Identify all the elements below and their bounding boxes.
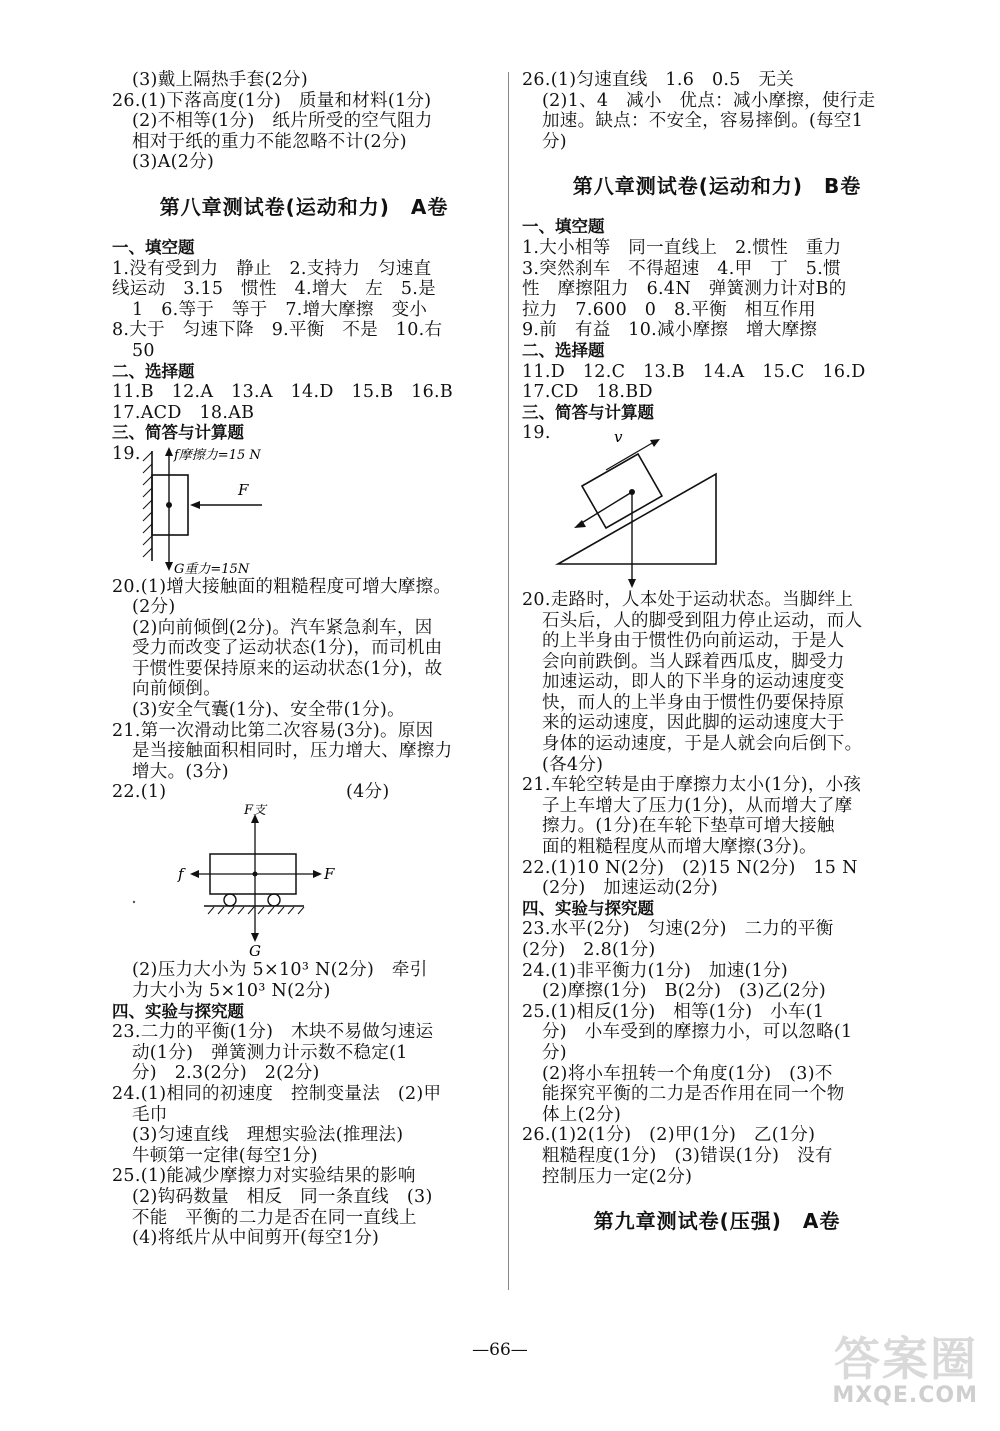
answer-line: 向前倾倒。 — [132, 679, 221, 700]
answer-line: 面的粗糙程度从而增大摩擦(3分)。 — [542, 837, 817, 858]
section-short-answer: 三、简答与计算题 — [112, 423, 244, 443]
wheel-right — [268, 894, 280, 906]
section-experiment: 四、实验与探究题 — [522, 898, 654, 918]
answer-line: (3)安全气囊(1分)、安全带(1分)。 — [132, 700, 405, 721]
speck — [133, 901, 135, 903]
answer-line: 加速。缺点：不安全，容易摔倒。(每空1 — [542, 111, 864, 132]
section-fill-blank: 一、填空题 — [112, 237, 195, 257]
answer-line: 快，而人的上半身由于惯性仍要保持原 — [542, 692, 845, 713]
answer-line: 23.二力的平衡(1分) 木块不易做匀速运 — [112, 1022, 434, 1043]
chapter9-a-title: 第九章测试卷(压强) A卷 — [593, 1209, 841, 1234]
answer-line: 来的运动速度，因此脚的运动速度大于 — [542, 713, 845, 734]
section-experiment: 四、实验与探究题 — [112, 1001, 244, 1021]
push-label: F — [238, 480, 249, 499]
answer-line: 20.走路时，人本处于运动状态。当脚绊上 — [522, 589, 854, 610]
left-column — [112, 70, 496, 1249]
answer-line: 分) 2.3(2分) 2(2分) — [132, 1063, 320, 1084]
answer-line: (2)将小车扭转一个角度(1分) (3)不 — [542, 1063, 833, 1084]
answer-line: 21.车轮空转是由于摩擦力太小(1分)，小孩 — [522, 775, 862, 796]
answer-line: 20.(1)增大接触面的粗糙程度可增大摩擦。 — [112, 576, 452, 597]
answer-line: (3)戴上隔热手套(2分) — [132, 70, 308, 90]
answer-line: 于惯性要保持原来的运动状态(1分)，故 — [132, 658, 443, 679]
answer-line: 分) — [542, 1042, 567, 1063]
gravity-label: G — [249, 942, 261, 961]
answer-line: (2)钩码数量 相反 同一条直线 (3) — [132, 1186, 433, 1207]
support-label: F支 — [244, 804, 267, 819]
answer-line: 增大。(3分) — [132, 761, 229, 782]
answer-line: 26.(1)2(1分) (2)甲(1分) 乙(1分) — [522, 1125, 816, 1146]
answer-line: 17.ACD 18.AB — [112, 402, 255, 423]
answer-line: 分) 小车受到的摩擦力小，可以忽略(1 — [542, 1022, 853, 1043]
figure-22-cart-diagram — [112, 804, 496, 960]
chapter8-a-title: 第八章测试卷(运动和力) A卷 — [159, 194, 449, 219]
answer-line: 擦力。(1分)在车轮下垫草可增大接触 — [542, 816, 835, 837]
answer-line: 8.大于 匀速下降 9.平衡 不是 10.右 — [112, 320, 443, 341]
q22-row — [112, 782, 496, 804]
watermark-url: MXQE.COM — [832, 1383, 978, 1408]
answer-line: 17.CD 18.BD — [522, 382, 653, 403]
friction-label: f摩擦力=15 N — [174, 447, 261, 463]
answer-line: 24.(1)非平衡力(1分) 加速(1分) — [522, 960, 788, 981]
pull-label: F — [324, 865, 335, 884]
answer-line: 22.(1)10 N(2分) (2)15 N(2分) 15 N — [522, 857, 858, 878]
watermark-text: 答案圈 — [834, 1332, 978, 1386]
answer-line: 21.第一次滑动比第二次容易(3分)。原因 — [112, 720, 434, 741]
section-fill-blank: 一、填空题 — [522, 217, 605, 237]
answer-line: 9.前 有益 10.减小摩擦 增大摩擦 — [522, 320, 818, 341]
question-number: 22.(1) — [112, 782, 167, 803]
friction-label: f — [178, 865, 184, 884]
answer-line: (2)1、4 减小 优点：减小摩擦，使行走 — [542, 90, 876, 111]
answer-line: 的上半身由于惯性仍向前运动，于是人 — [542, 631, 845, 652]
answer-line: 11.B 12.A 13.A 14.D 15.B 16.B — [112, 382, 454, 403]
answer-line: (2分) — [132, 597, 176, 618]
answer-line: (4)将纸片从中间剪开(每空1分) — [132, 1228, 380, 1249]
column-divider — [508, 72, 509, 1290]
right-column — [522, 70, 912, 1252]
answer-line: 线运动 3.15 惯性 4.增大 左 5.是 — [112, 279, 436, 300]
answer-line: 1.大小相等 同一直线上 2.惯性 重力 — [522, 237, 842, 258]
answer-line: 24.(1)相同的初速度 控制变量法 (2)甲 — [112, 1084, 442, 1104]
page-number: —66— — [472, 1340, 528, 1360]
answer-line: 粗糙程度(1分) (3)错误(1分) 没有 — [542, 1145, 833, 1166]
answer-line: 受力而改变了运动状态(1分)，而司机由 — [132, 638, 443, 659]
answer-line: 不能 平衡的二力是否在同一直线上 — [132, 1207, 417, 1228]
wheel-left — [224, 894, 236, 906]
answer-line: 相对于纸的重力不能忽略不计(2分) — [132, 131, 407, 152]
answer-line: (3)匀速直线 理想实验法(推理法) — [132, 1125, 404, 1146]
answer-line: 力大小为 5×10³ N(2分) — [132, 981, 331, 1002]
answer-line: (2分) 加速运动(2分) — [542, 878, 718, 899]
answer-line: (2)压力大小为 5×10³ N(2分) 牵引 — [132, 960, 428, 981]
answer-line: 11.D 12.C 13.B 14.A 15.C 16.D — [522, 361, 866, 382]
answer-line: (3)A(2分) — [132, 152, 215, 173]
question-number: 19. — [112, 443, 141, 464]
answer-line: (2)摩擦(1分) B(2分) (3)乙(2分) — [542, 981, 827, 1002]
answer-line: 身体的运动速度，于是人就会向后倒下。 — [542, 734, 863, 755]
answer-line: 1.没有受到力 静止 2.支持力 匀速直 — [112, 258, 432, 279]
answer-line: 50 — [132, 340, 155, 361]
answer-line: 拉力 7.600 0 8.平衡 相互作用 — [522, 299, 816, 320]
answer-line: 是当接触面积相同时，压力增大、摩擦力 — [132, 741, 453, 762]
answer-line: (2分) 2.8(1分) — [522, 940, 656, 960]
answer-line: 26.(1)下落高度(1分) 质量和材料(1分) — [112, 90, 432, 111]
answer-line: 25.(1)能减少摩擦力对实验结果的影响 — [112, 1166, 416, 1187]
answer-line: 25.(1)相反(1分) 相等(1分) 小车(1 — [522, 1001, 825, 1022]
answer-line: 能探究平衡的二力是否作用在同一个物 — [542, 1084, 845, 1105]
answer-line: 性 摩擦阻力 6.4N 弹簧测力计对B的 — [522, 279, 847, 300]
answer-line: 1 6.等于 等于 7.增大摩擦 变小 — [132, 299, 428, 320]
gravity-label: G重力=15N — [174, 561, 250, 577]
answer-line: 牛顿第一定律(每空1分) — [132, 1145, 318, 1166]
answer-line: 石头后，人的脚受到阻力停止运动，而人 — [542, 610, 863, 631]
watermark-logo — [778, 1332, 978, 1415]
section-choice: 二、选择题 — [522, 340, 605, 360]
figure-19-force-diagram — [112, 445, 496, 577]
velocity-label: v — [614, 429, 623, 446]
answer-line: 动(1分) 弹簧测力计示数不稳定(1 — [132, 1042, 408, 1063]
answer-line: 23.水平(2分) 匀速(2分) 二力的平衡 — [522, 919, 834, 940]
answer-line: 3.突然刹车 不得超速 4.甲 丁 5.惯 — [522, 258, 841, 279]
chapter8-b-title: 第八章测试卷(运动和力) B卷 — [572, 174, 862, 199]
answer-line: 体上(2分) — [542, 1104, 622, 1125]
answer-line: 会向前跌倒。当人踩着西瓜皮，脚受力 — [542, 651, 845, 672]
figure-19-incline-diagram — [522, 430, 912, 590]
answer-line: 控制压力一定(2分) — [542, 1166, 693, 1187]
question-number: 19. — [522, 423, 551, 444]
section-short-answer: 三、简答与计算题 — [522, 402, 654, 422]
answer-line: 加速运动，即人的下半身的运动速度变 — [542, 672, 845, 693]
points-label: (4分) — [346, 782, 390, 803]
wall-hatch — [143, 452, 152, 557]
answer-line: (2)向前倾倒(2分)。汽车紧急刹车，因 — [132, 617, 433, 638]
answer-line: (各4分) — [542, 754, 604, 775]
answer-line: (2)不相等(1分) 纸片所受的空气阻力 — [132, 111, 433, 132]
answer-line: 分) — [542, 131, 567, 152]
section-choice: 二、选择题 — [112, 361, 195, 381]
answer-line: 子上车增大了压力(1分)，从而增大了摩 — [542, 795, 853, 816]
answer-line: 毛巾 — [132, 1104, 168, 1125]
sliding-block — [582, 454, 662, 528]
answer-line: 26.(1)匀速直线 1.6 0.5 无关 — [522, 70, 795, 90]
ground-hatch — [208, 907, 304, 914]
